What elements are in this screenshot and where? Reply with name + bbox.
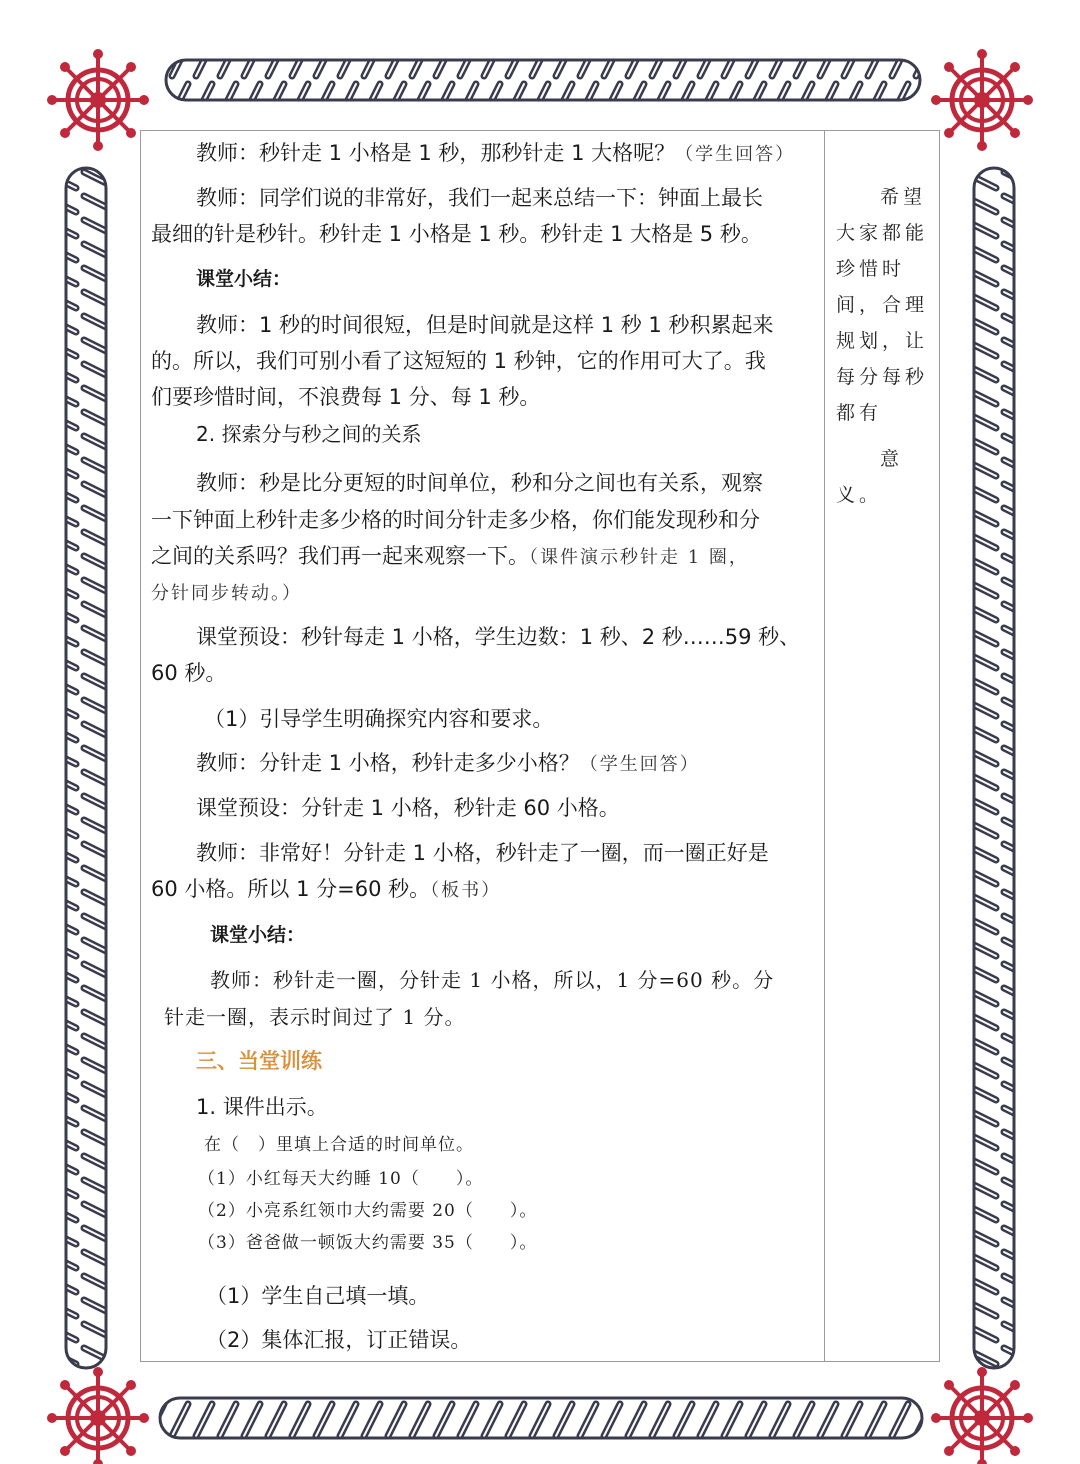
rope-border-left	[66, 168, 106, 1368]
side-note: 大家都能	[836, 222, 929, 244]
text-line: 最细的针是秒针。秒针走 1 小格是 1 秒。秒针走 1 大格是 5 秒。	[151, 222, 762, 246]
side-note: 义。	[836, 484, 883, 506]
rope-border-bottom	[160, 1398, 922, 1438]
text-line: （1）引导学生明确探究内容和要求。	[204, 707, 554, 731]
text-line: 教师：秒针走一圈，分针走 1 小格，所以，1 分=60 秒。分	[210, 968, 775, 992]
side-note: 意	[880, 448, 904, 470]
text-line: 课堂预设：分针走 1 小格，秒针走 60 小格。	[196, 796, 620, 820]
text-line: 教师：秒是比分更短的时间单位，秒和分之间也有关系，观察	[196, 471, 763, 495]
side-note: 珍惜时	[836, 258, 906, 280]
text-line: 60 秒。	[151, 661, 227, 685]
side-note: 希望	[880, 186, 927, 208]
text-line: 的。所以，我们可别小看了这短短的 1 秒钟，它的作用可大了。我	[151, 349, 766, 373]
text-line: 课堂预设：秒针每走 1 小格，学生边数：1 秒、2 秒……59 秒、	[196, 625, 801, 649]
text-line: 教师：同学们说的非常好，我们一起来总结一下：钟面上最长	[196, 186, 763, 210]
text-line: 教师：非常好！分针走 1 小格，秒针走了一圈，而一圈正好是	[196, 841, 769, 865]
text-line: 教师：分针走 1 小格，秒针走多少小格？（学生回答）	[196, 751, 700, 775]
text-line: （1）学生自己填一填。	[206, 1284, 430, 1308]
text-line: 分针同步转动。）	[151, 583, 302, 604]
ship-wheel-icon	[47, 1367, 149, 1464]
text-line: 针走一圈，表示时间过了 1 分。	[164, 1005, 466, 1029]
text-line: 1. 课件出示。	[196, 1095, 328, 1119]
text-line: 之间的关系吗？我们再一起来观察一下。（课件演示秒针走 1 圈，	[151, 544, 749, 568]
exercise-instruction: 在（ ）里填上合适的时间单位。	[204, 1135, 474, 1155]
exercise-item: （2）小亮系红领巾大约需要 20（ ）。	[198, 1201, 538, 1221]
side-note: 每分每秒	[836, 366, 929, 388]
text-line: 教师：1 秒的时间很短，但是时间就是这样 1 秒 1 秒积累起来	[196, 313, 774, 337]
ship-wheel-icon	[47, 49, 149, 151]
section-heading: 三、当堂训练	[196, 1049, 322, 1073]
text-line: 们要珍惜时间，不浪费每 1 分、每 1 秒。	[151, 385, 541, 409]
exercise-item: （3）爸爸做一顿饭大约需要 35（ ）。	[198, 1233, 538, 1253]
exercise-item: （1）小红每天大约睡 10（ ）。	[198, 1169, 484, 1189]
text-line: （2）集体汇报，订正错误。	[206, 1328, 472, 1352]
side-note: 都有	[836, 402, 883, 424]
section-subtitle: 课堂小结：	[210, 924, 306, 946]
text-line: 60 小格。所以 1 分=60 秒。（板书）	[151, 877, 502, 901]
section-subtitle: 课堂小结：	[196, 268, 292, 290]
side-note: 规划，让	[836, 330, 929, 352]
side-note: 间，合理	[836, 294, 929, 316]
section-heading: 2. 探索分与秒之间的关系	[196, 422, 422, 446]
text-line: 教师：秒针走 1 小格是 1 秒，那秒针走 1 大格呢？（学生回答）	[196, 141, 796, 165]
text-line: 一下钟面上秒针走多少格的时间分针走多少格，你们能发现秒和分	[151, 508, 760, 532]
table-column-divider	[824, 130, 825, 1362]
ship-wheel-icon	[931, 49, 1033, 151]
rope-border-top	[166, 60, 920, 100]
rope-border-right	[974, 168, 1014, 1368]
ship-wheel-icon	[931, 1367, 1033, 1464]
